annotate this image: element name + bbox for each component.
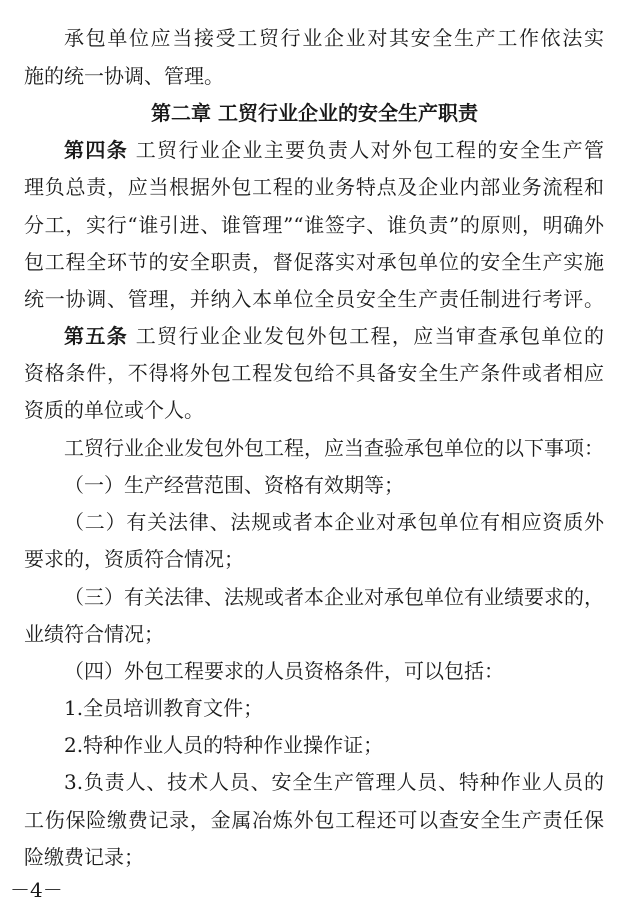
- article-4-line: 统一协调、管理，并纳入本单位全员安全生产责任制进行考评。: [24, 287, 604, 311]
- list-item: （三）有关法律、法规或者本企业对承包单位有业绩要求的，: [64, 585, 604, 609]
- paragraph-line: 承包单位应当接受工贸行业企业对其安全生产工作依法实: [64, 26, 604, 50]
- article-4-text: 工贸行业企业主要负责人对外包工程的安全生产管: [135, 138, 604, 162]
- sub-item: 险缴费记录；: [24, 845, 144, 869]
- article-4-line: 分工，实行“谁引进、谁管理”“谁签字、谁负责”的原则，明确外: [24, 213, 604, 237]
- page-number: －4－: [10, 878, 63, 902]
- chapter-title: 第二章 工贸行业企业的安全生产职责: [151, 101, 478, 125]
- article-4-line: 理负总责，应当根据外包工程的业务特点及企业内部业务流程和: [24, 175, 604, 199]
- article-5-line: 资格条件，不得将外包工程发包给不具备安全生产条件或者相应: [24, 361, 604, 385]
- article-5-line: [64, 322, 604, 350]
- sub-item: 3.负责人、技术人员、安全生产管理人员、特种作业人员的: [64, 770, 604, 794]
- article-5-label: 第五条: [64, 324, 129, 348]
- paragraph-line: 工贸行业企业发包外包工程，应当查验承包单位的以下事项：: [64, 436, 604, 460]
- article-4-label: 第四条: [64, 138, 129, 162]
- sub-item: 1.全员培训教育文件；: [64, 696, 264, 720]
- list-item: （一）生产经营范围、资格有效期等；: [64, 473, 404, 497]
- sub-item: 工伤保险缴费记录，金属冶炼外包工程还可以查安全生产责任保: [24, 808, 604, 832]
- paragraph-line: 施的统一协调、管理。: [24, 64, 224, 88]
- article-5-line: 资质的单位或个人。: [24, 398, 204, 422]
- sub-item: 2.特种作业人员的特种作业操作证；: [64, 733, 384, 757]
- article-4-line: [64, 136, 604, 164]
- list-item: 业绩符合情况；: [24, 622, 164, 646]
- article-5-text: 工贸行业企业发包外包工程，应当审查承包单位的: [135, 324, 604, 348]
- article-4-line: 包工程全环节的安全职责，督促落实对承包单位的安全生产实施: [24, 250, 604, 274]
- list-item: （二）有关法律、法规或者本企业对承包单位有相应资质外: [64, 510, 604, 534]
- list-item: 要求的，资质符合情况；: [24, 547, 244, 571]
- list-item: （四）外包工程要求的人员资格条件，可以包括：: [64, 659, 504, 683]
